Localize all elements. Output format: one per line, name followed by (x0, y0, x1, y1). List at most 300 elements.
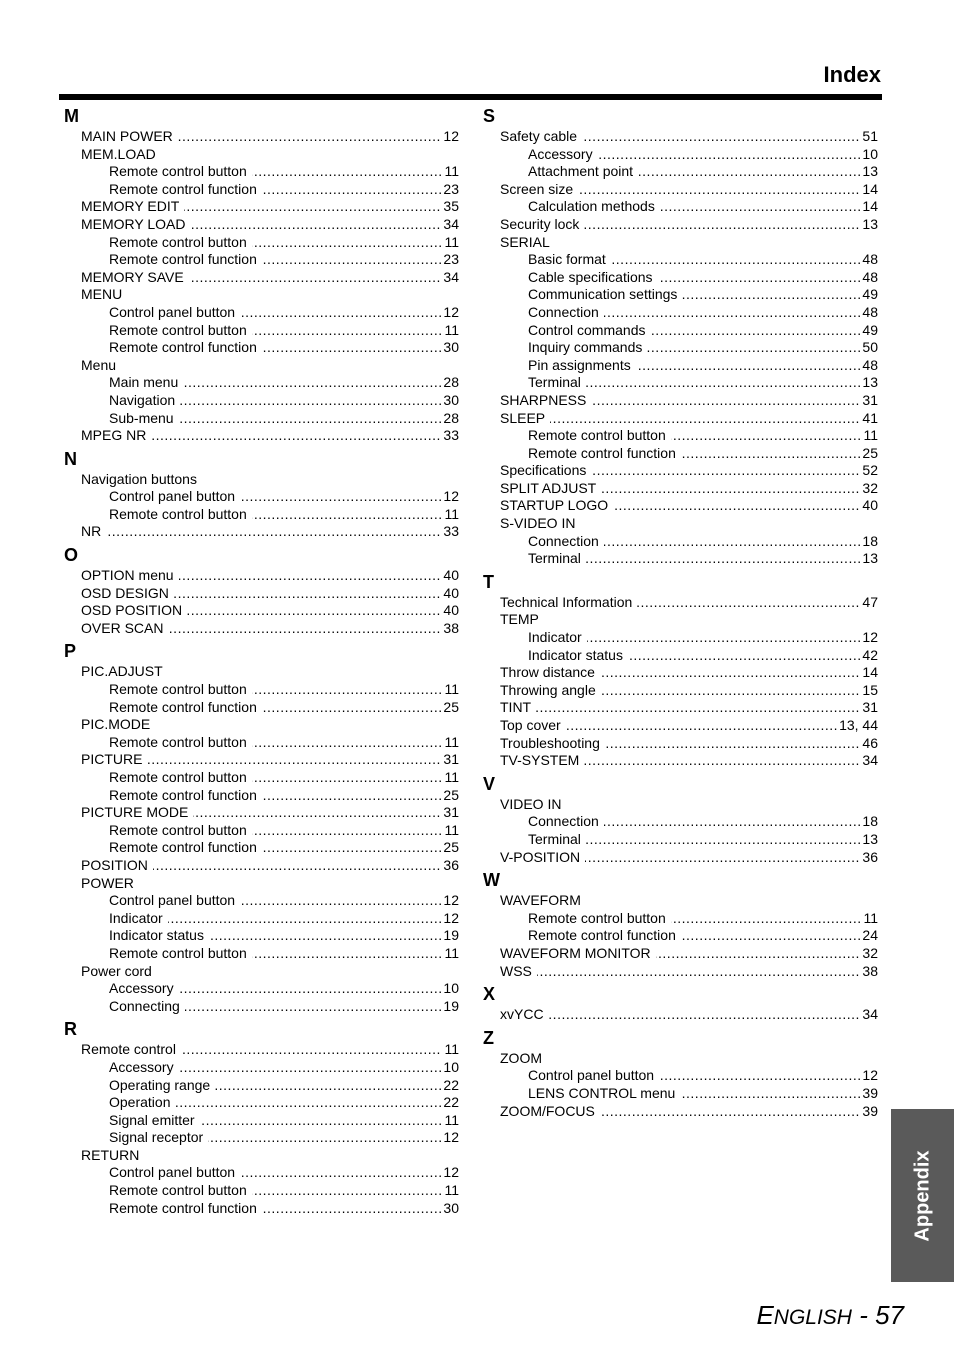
index-section (478, 982, 878, 1024)
index-entry (81, 216, 459, 234)
entry-term: SLEEP (500, 410, 550, 426)
index-subentry (528, 269, 878, 287)
entry-term: Throwing angle (500, 682, 601, 698)
entry-term: Remote control button (109, 769, 252, 785)
entry-term: Main menu (109, 374, 183, 390)
entry-page: 13 (862, 163, 878, 180)
entry-page: 42 (862, 646, 878, 663)
dot-leader (500, 963, 878, 981)
entry-term: MENU (81, 286, 127, 302)
index-subentry (109, 1094, 459, 1112)
dot-leader (500, 1006, 878, 1024)
footer-separator: - (851, 1300, 876, 1330)
index-entry (500, 752, 878, 770)
entry-term: Indicator status (109, 927, 209, 943)
entry-term: Terminal (528, 831, 586, 847)
entry-page: 39 (862, 1102, 878, 1119)
index-subentry (109, 251, 459, 269)
entry-page: 40 (443, 584, 459, 601)
entry-term: MEMORY EDIT (81, 198, 184, 214)
index-subentry (109, 410, 459, 428)
index-subentry (109, 339, 459, 357)
entry-page: 38 (443, 619, 459, 636)
entry-term: Navigation buttons (81, 471, 202, 487)
entry-page: 48 (862, 356, 878, 373)
entry-term: Technical Information (500, 594, 637, 610)
entry-term: Remote control (81, 1041, 181, 1057)
index-subentry (528, 445, 878, 463)
index-subentry (109, 1182, 459, 1200)
index-subentry (109, 163, 459, 181)
entry-term: Specifications (500, 462, 591, 478)
index-subentry (528, 1085, 878, 1103)
index-entry (81, 1041, 459, 1059)
index-entry (81, 523, 459, 541)
entry-page: 12 (443, 892, 459, 909)
entry-page: 10 (862, 145, 878, 162)
index-section (478, 772, 878, 866)
entry-term: Accessory (109, 980, 179, 996)
index-subentry (109, 839, 459, 857)
index-section (478, 570, 878, 770)
entry-term: ZOOM (500, 1050, 547, 1066)
index-entry (500, 462, 878, 480)
entry-page: 19 (443, 997, 459, 1014)
entry-page: 11 (863, 427, 878, 444)
index-subentry (109, 181, 459, 199)
index-entry (81, 716, 459, 734)
entry-term: Navigation (109, 392, 180, 408)
index-entry (500, 1103, 878, 1121)
entry-term: Control panel button (528, 1067, 659, 1083)
index-subentry (109, 1112, 459, 1130)
entry-term: Remote control button (109, 681, 252, 697)
entry-term: Remote control function (528, 445, 681, 461)
index-subentry (109, 769, 459, 787)
index-subentry (109, 506, 459, 524)
index-subentry (109, 392, 459, 410)
entry-page: 31 (862, 391, 878, 408)
entry-term: Remote control button (109, 734, 252, 750)
appendix-tab-label: Appendix (911, 1149, 933, 1242)
entry-term: MEM.LOAD (81, 146, 161, 162)
index-entry (500, 410, 878, 428)
index-subentry (109, 488, 459, 506)
index-subentry (528, 813, 878, 831)
section-letter: T (483, 571, 494, 592)
section-letter: S (483, 106, 496, 126)
entry-page: 10 (443, 980, 459, 997)
index-subentry (109, 1077, 459, 1095)
entry-page: 11 (444, 733, 459, 750)
index-subentry (528, 910, 878, 928)
entry-term: Calculation methods (528, 198, 660, 214)
header-rule (59, 94, 882, 100)
entry-term: Attachment point (528, 163, 638, 179)
entry-term: MEMORY LOAD (81, 216, 191, 232)
entry-page: 28 (443, 409, 459, 426)
entry-page: 14 (862, 180, 878, 197)
entry-page: 47 (862, 593, 878, 610)
appendix-tab (891, 1109, 954, 1282)
entry-page: 35 (443, 198, 459, 215)
entry-term: Signal emitter (109, 1112, 200, 1128)
entry-page: 12 (443, 909, 459, 926)
index-entry (81, 585, 459, 603)
index-section (478, 1026, 878, 1120)
index-subentry (109, 1164, 459, 1182)
entry-page: 25 (862, 444, 878, 461)
entry-term: xvYCC (500, 1006, 549, 1022)
entry-page: 31 (443, 804, 459, 821)
index-subentry (109, 1059, 459, 1077)
entry-term: Remote control button (528, 427, 671, 443)
index-section (59, 1017, 459, 1217)
index-subentry (109, 304, 459, 322)
index-entry (81, 1147, 459, 1165)
index-entry (81, 471, 459, 489)
entry-term: Top cover (500, 717, 566, 733)
entry-page: 18 (862, 532, 878, 549)
entry-term: Safety cable (500, 128, 582, 144)
entry-page: 13 (862, 374, 878, 391)
index-subentry (528, 251, 878, 269)
entry-page: 13 (862, 830, 878, 847)
entry-term: Connection (528, 813, 604, 829)
entry-term: MPEG NR (81, 427, 151, 443)
index-subentry (109, 822, 459, 840)
entry-term: PIC.MODE (81, 716, 155, 732)
entry-page: 18 (862, 813, 878, 830)
entry-term: Troubleshooting (500, 735, 605, 751)
entry-page: 40 (443, 567, 459, 584)
entry-term: Operation (109, 1094, 175, 1110)
entry-page: 34 (862, 752, 878, 769)
entry-page: 30 (443, 1199, 459, 1216)
entry-term: Remote control function (528, 927, 681, 943)
index-entry (500, 1006, 878, 1024)
entry-term: Control panel button (109, 304, 240, 320)
entry-term: Control panel button (109, 488, 240, 504)
index-entry (500, 392, 878, 410)
dot-leader (500, 699, 878, 717)
index-entry (500, 594, 878, 612)
entry-page: 34 (443, 215, 459, 232)
index-entry (500, 892, 878, 910)
index-entry (81, 567, 459, 585)
entry-term: Cable specifications (528, 269, 658, 285)
entry-page: 22 (443, 1076, 459, 1093)
index-subentry (528, 533, 878, 551)
entry-page: 23 (443, 251, 459, 268)
index-subentry (109, 1200, 459, 1218)
entry-page: 31 (862, 699, 878, 716)
index-entry (81, 602, 459, 620)
entry-page: 39 (862, 1084, 878, 1101)
entry-page: 14 (862, 198, 878, 215)
index-entry (81, 963, 459, 981)
entry-page: 11 (444, 233, 459, 250)
index-subentry (528, 374, 878, 392)
entry-page: 12 (443, 1164, 459, 1181)
index-entry (81, 751, 459, 769)
index-subentry (109, 1129, 459, 1147)
entry-page: 11 (444, 1111, 459, 1128)
index-entry (500, 1050, 878, 1068)
entry-term: Inquiry commands (528, 339, 647, 355)
section-letter: W (483, 870, 500, 891)
entry-term: Indicator status (528, 647, 628, 663)
entry-term: WSS (500, 963, 537, 979)
entry-term: LENS CONTROL menu (528, 1085, 680, 1101)
index-subentry (528, 339, 878, 357)
index-subentry (528, 357, 878, 375)
entry-page: 12 (443, 488, 459, 505)
index-subentry (528, 322, 878, 340)
index-entry (500, 497, 878, 515)
entry-term: Accessory (109, 1059, 179, 1075)
entry-term: OPTION menu (81, 567, 179, 583)
entry-page: 12 (443, 303, 459, 320)
entry-page: 46 (862, 734, 878, 751)
dot-leader (500, 410, 878, 428)
entry-page: 51 (862, 128, 878, 144)
entry-term: Throw distance (500, 664, 600, 680)
section-letter: X (483, 984, 496, 1005)
entry-page: 12 (862, 629, 878, 646)
entry-term: Remote control button (109, 234, 252, 250)
entry-page: 15 (862, 681, 878, 698)
index-entry (500, 216, 878, 234)
entry-page: 23 (443, 180, 459, 197)
index-section (478, 868, 878, 980)
index-entry (500, 963, 878, 981)
entry-term: PICTURE MODE (81, 804, 193, 820)
index-subentry (109, 910, 459, 928)
entry-term: OSD POSITION (81, 602, 187, 618)
entry-term: ZOOM/FOCUS (500, 1103, 600, 1119)
entry-term: Remote control button (109, 506, 252, 522)
index-section (59, 543, 459, 637)
index-entry (500, 735, 878, 753)
entry-page: 11 (444, 769, 459, 785)
index-entry (81, 857, 459, 875)
entry-term: Connection (528, 304, 604, 320)
entry-term: Menu (81, 357, 121, 373)
index-subentry (109, 374, 459, 392)
entry-term: Basic format (528, 251, 611, 267)
entry-term: Remote control button (109, 1182, 252, 1198)
entry-page: 11 (444, 321, 459, 338)
index-subentry (528, 927, 878, 945)
entry-term: Remote control button (528, 910, 671, 926)
entry-term: Remote control button (109, 163, 252, 179)
entry-term: S-VIDEO IN (500, 515, 580, 531)
index-subentry (528, 831, 878, 849)
entry-term: Control panel button (109, 892, 240, 908)
entry-term: Terminal (528, 374, 586, 390)
entry-term: POWER (81, 875, 139, 891)
entry-page: 48 (862, 251, 878, 268)
entry-page: 11 (444, 821, 459, 838)
entry-page: 32 (862, 944, 878, 961)
entry-term: Remote control button (109, 822, 252, 838)
index-entry (81, 620, 459, 638)
entry-term: Connection (528, 533, 604, 549)
entry-page: 11 (444, 681, 459, 698)
index-entry (81, 663, 459, 681)
footer-lang-initial: E (756, 1300, 774, 1330)
entry-page: 11 (444, 944, 459, 961)
index-entry (81, 875, 459, 893)
entry-page: 12 (862, 1067, 878, 1084)
entry-term: OVER SCAN (81, 620, 168, 636)
entry-page: 25 (443, 839, 459, 856)
entry-term: PIC.ADJUST (81, 663, 168, 679)
section-letter: O (64, 545, 79, 566)
entry-term: Remote control button (109, 322, 252, 338)
entry-page: 12 (443, 128, 459, 144)
index-entry (500, 515, 878, 533)
entry-term: Security lock (500, 216, 584, 232)
entry-page: 30 (443, 339, 459, 356)
entry-page: 19 (443, 927, 459, 944)
entry-term: SHARPNESS (500, 392, 591, 408)
index-subentry (109, 322, 459, 340)
section-letter: M (64, 106, 79, 126)
entry-term: TINT (500, 699, 536, 715)
dot-leader (81, 523, 459, 541)
entry-page: 24 (862, 927, 878, 944)
section-letter: P (64, 641, 77, 662)
index-subentry (109, 681, 459, 699)
entry-page: 11 (444, 1182, 459, 1199)
entry-page: 30 (443, 391, 459, 408)
entry-term: TEMP (500, 611, 544, 627)
entry-term: NR (81, 523, 106, 539)
entry-term: Connecting (109, 998, 185, 1014)
entry-term: TV-SYSTEM (500, 752, 584, 768)
entry-page: 49 (862, 286, 878, 303)
index-subentry (528, 286, 878, 304)
index-subentry (528, 1067, 878, 1085)
index-subentry (528, 647, 878, 665)
page-footer (756, 1298, 904, 1335)
entry-term: Pin assignments (528, 357, 636, 373)
entry-page: 32 (862, 479, 878, 496)
index-subentry (528, 550, 878, 568)
footer-lang-rest: NGLISH (773, 1306, 852, 1329)
index-entry (81, 269, 459, 287)
entry-page: 33 (443, 427, 459, 444)
entry-term: MAIN POWER (81, 128, 178, 144)
entry-term: Control panel button (109, 1164, 240, 1180)
entry-page: 36 (443, 856, 459, 873)
entry-page: 31 (443, 751, 459, 768)
index-subentry (528, 198, 878, 216)
entry-page: 41 (862, 409, 878, 426)
entry-page: 25 (443, 698, 459, 715)
entry-term: STARTUP LOGO (500, 497, 613, 513)
entry-page: 10 (443, 1058, 459, 1075)
index-entry (500, 849, 878, 867)
section-letter: R (64, 1019, 77, 1040)
entry-term: Signal receptor (109, 1129, 208, 1145)
entry-term: Accessory (528, 146, 598, 162)
index-entry (81, 804, 459, 822)
entry-term: Remote control function (109, 339, 262, 355)
entry-term: VIDEO IN (500, 796, 566, 812)
index-entry (81, 146, 459, 164)
entry-page: 40 (443, 602, 459, 619)
entry-page: 36 (862, 848, 878, 865)
index-entry (81, 427, 459, 445)
entry-term: Terminal (528, 550, 586, 566)
entry-term: Remote control button (109, 945, 252, 961)
entry-term: SPLIT ADJUST (500, 480, 601, 496)
entry-page: 49 (862, 321, 878, 338)
index-subentry (528, 427, 878, 445)
index-entry (500, 611, 878, 629)
footer-page-number: 57 (875, 1300, 904, 1330)
entry-term: Control commands (528, 322, 651, 338)
entry-page: 11 (444, 505, 459, 522)
index-entry (500, 128, 878, 146)
entry-page: 13 (862, 215, 878, 232)
page-title: Index (823, 62, 881, 87)
index-subentry (109, 734, 459, 752)
index-entry (500, 699, 878, 717)
index-column-right (478, 102, 878, 1120)
entry-term: WAVEFORM MONITOR (500, 945, 656, 961)
entry-term: Remote control function (109, 787, 262, 803)
index-entry (500, 181, 878, 199)
entry-page: 34 (443, 268, 459, 285)
entry-page: 52 (862, 462, 878, 479)
index-subentry (109, 699, 459, 717)
entry-page: 22 (443, 1094, 459, 1111)
index-section (478, 104, 878, 568)
entry-page: 38 (862, 962, 878, 979)
index-subentry (109, 234, 459, 252)
entry-term: Indicator (109, 910, 168, 926)
entry-page: 34 (862, 1006, 878, 1023)
index-entry (500, 480, 878, 498)
index-entry (500, 234, 878, 252)
entry-page: 14 (862, 664, 878, 681)
entry-term: Remote control function (109, 251, 262, 267)
entry-term: Sub-menu (109, 410, 179, 426)
entry-term: WAVEFORM (500, 892, 586, 908)
index-entry (81, 357, 459, 375)
index-entry (500, 682, 878, 700)
entry-page: 28 (443, 374, 459, 391)
entry-term: Operating range (109, 1077, 215, 1093)
index-entry (500, 717, 878, 735)
entry-page: 11 (863, 909, 878, 926)
entry-term: Power cord (81, 963, 157, 979)
entry-term: RETURN (81, 1147, 144, 1163)
entry-term: SERIAL (500, 234, 555, 250)
index-section (59, 639, 459, 1015)
index-section (59, 447, 459, 541)
entry-page: 12 (443, 1129, 459, 1146)
entry-term: Indicator (528, 629, 587, 645)
index-subentry (109, 998, 459, 1016)
entry-page: 33 (443, 523, 459, 540)
index-entry (500, 664, 878, 682)
entry-page: 48 (862, 268, 878, 285)
